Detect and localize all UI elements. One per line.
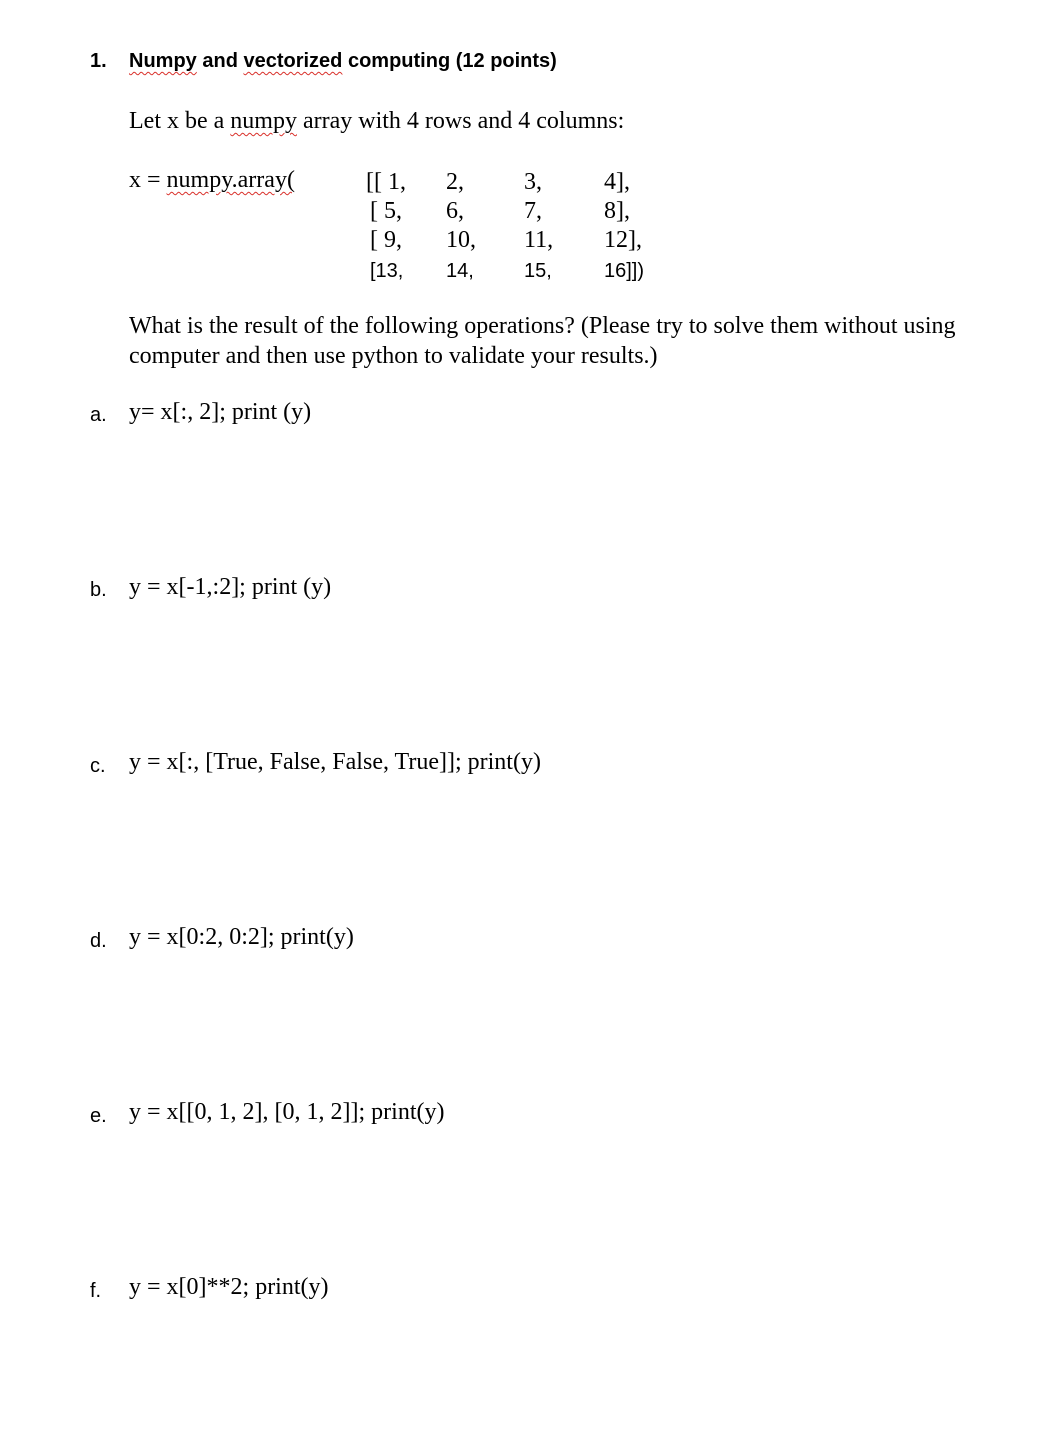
matrix-cell: 14, bbox=[446, 260, 474, 282]
matrix-cell: [[ 1, bbox=[366, 169, 406, 195]
item-code: y = x[[0, 1, 2], [0, 1, 2]]; print(y) bbox=[129, 1099, 445, 1125]
intro-before: Let x be a bbox=[129, 108, 231, 134]
item-letter: f. bbox=[90, 1280, 102, 1302]
question-line-2: computer and then use python to validate your results.) bbox=[129, 343, 658, 369]
matrix-cell: 6, bbox=[446, 198, 464, 224]
matrix-cell: [ 5, bbox=[370, 198, 402, 224]
title-word-numpy: Numpy bbox=[129, 50, 197, 72]
item-code: y = x[-1,:2]; print (y) bbox=[129, 574, 332, 600]
item-letter: d. bbox=[90, 930, 107, 952]
item-letter: a. bbox=[90, 404, 107, 426]
question-line-1: What is the result of the following operations? (Please try to solve them without using bbox=[129, 313, 956, 339]
problem-number: 1. bbox=[90, 50, 107, 72]
matrix-cell: [ 9, bbox=[370, 227, 402, 253]
matrix-cell: 3, bbox=[524, 169, 542, 195]
array-prefix-call: numpy.array( bbox=[166, 167, 295, 193]
matrix-cell: 10, bbox=[446, 227, 476, 253]
problem-title bbox=[129, 50, 557, 73]
item-letter: c. bbox=[90, 755, 106, 777]
title-rest: computing (12 points) bbox=[342, 50, 557, 72]
intro-sentence bbox=[129, 108, 624, 135]
question-paragraph bbox=[129, 311, 1041, 371]
matrix-cell: [13, bbox=[370, 260, 404, 282]
matrix-cell: 11, bbox=[524, 227, 554, 253]
matrix-cell: 8], bbox=[604, 198, 630, 224]
matrix-cell: 16]]) bbox=[604, 260, 645, 282]
item-code: y = x[0]**2; print(y) bbox=[129, 1274, 329, 1300]
intro-word-numpy: numpy bbox=[230, 108, 297, 134]
intro-after: array with 4 rows and 4 columns: bbox=[296, 108, 625, 134]
matrix-cell: 2, bbox=[446, 169, 464, 195]
item-code: y= x[:, 2]; print (y) bbox=[129, 399, 312, 425]
matrix-cell: 7, bbox=[524, 198, 542, 224]
array-prefix-assign: x = bbox=[129, 167, 167, 193]
matrix-cell: 4], bbox=[604, 169, 630, 195]
title-word-vectorized: vectorized bbox=[243, 50, 343, 72]
item-code: y = x[0:2, 0:2]; print(y) bbox=[129, 924, 354, 950]
item-letter: b. bbox=[90, 579, 107, 601]
matrix-cell: 15, bbox=[524, 260, 552, 282]
array-definition-prefix bbox=[129, 167, 295, 194]
item-letter: e. bbox=[90, 1105, 107, 1127]
matrix-cell: 12], bbox=[604, 227, 642, 253]
item-code: y = x[:, [True, False, False, True]]; print(y) bbox=[129, 749, 541, 775]
title-word-and: and bbox=[196, 50, 244, 72]
